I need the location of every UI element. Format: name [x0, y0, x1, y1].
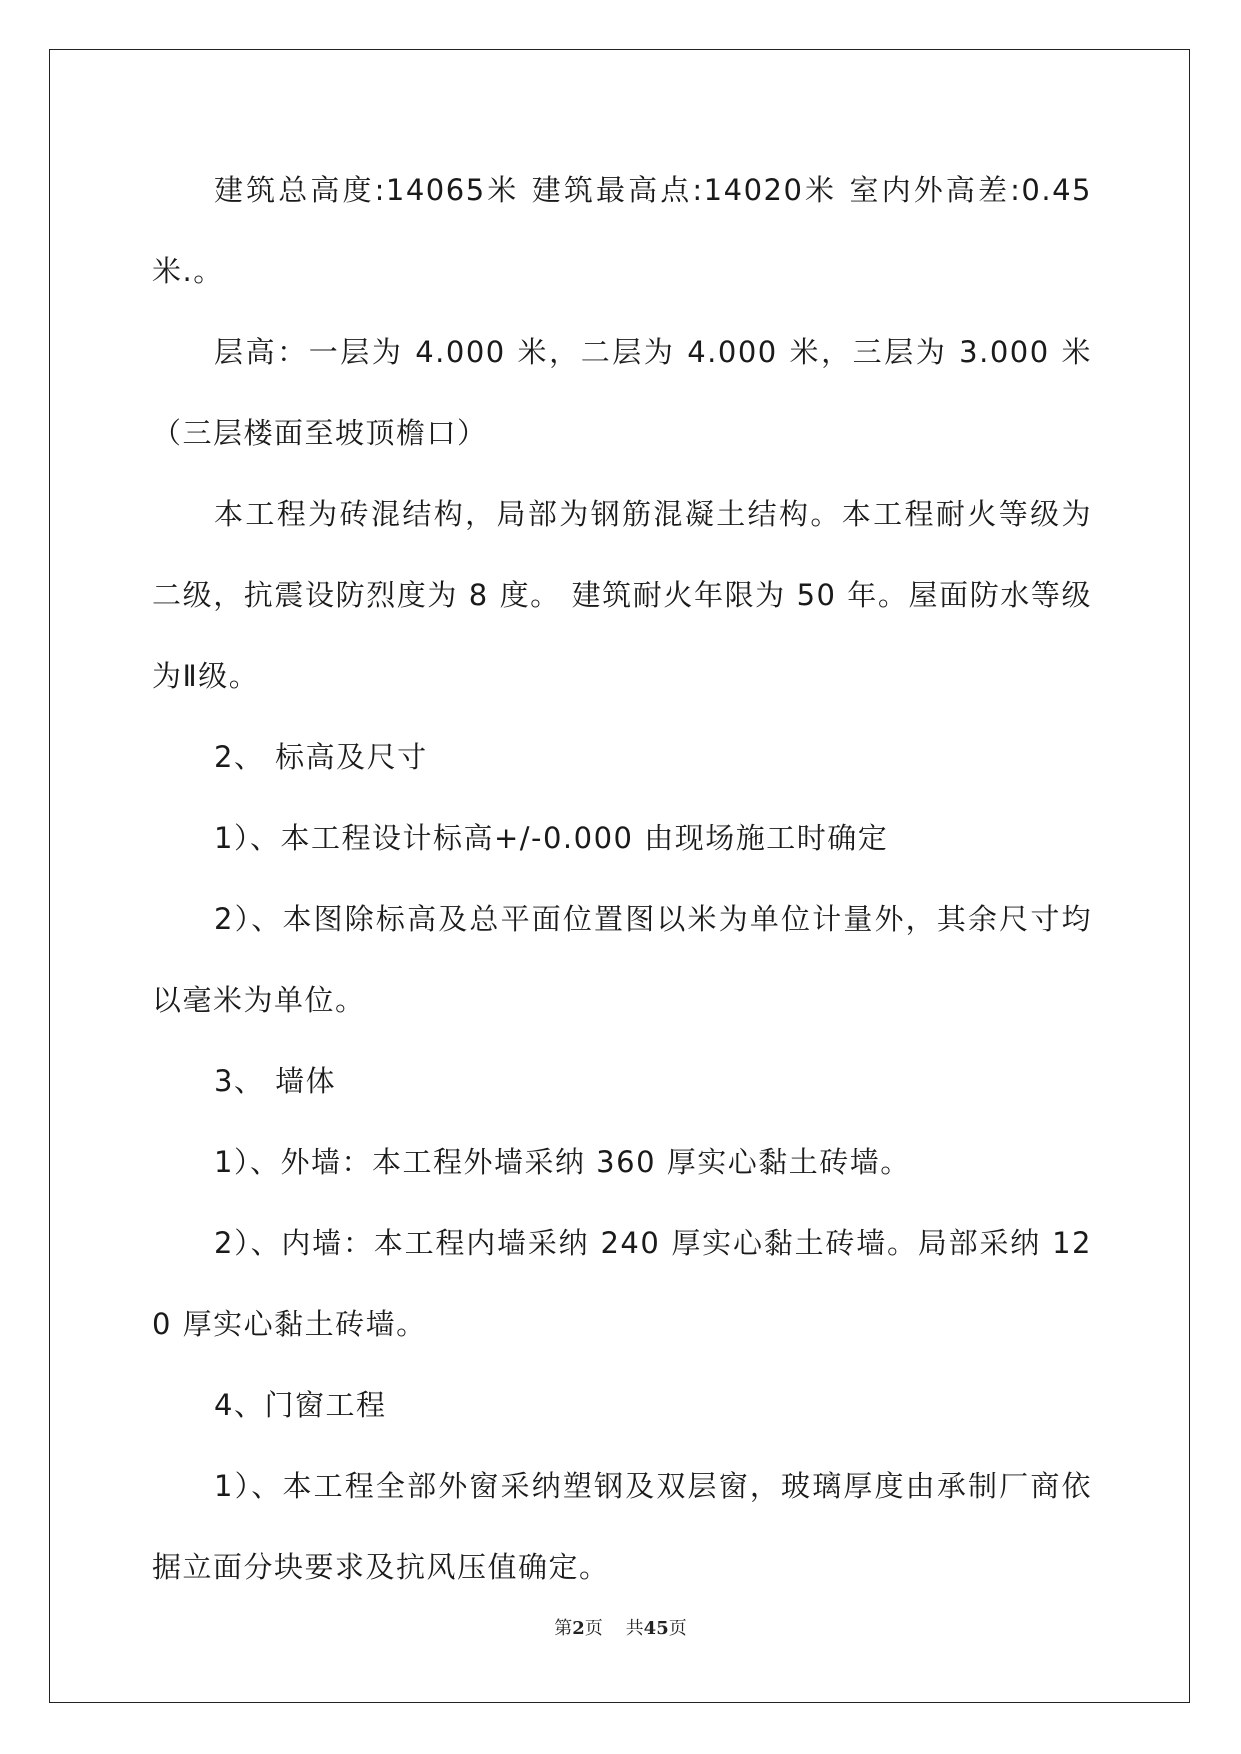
total-pages: 45	[643, 1618, 669, 1639]
paragraph-structure: 本工程为砖混结构，局部为钢筋混凝土结构。本工程耐火等级为二级，抗震设防烈度为 8 度。 建筑耐火年限为 50 年。屋面防水等级为Ⅱ级。	[152, 497, 1092, 693]
page-footer	[0, 1614, 1241, 1640]
total-pages-suffix: 页	[668, 1618, 687, 1639]
document-body	[152, 150, 1092, 1608]
page-number-suffix: 页	[584, 1618, 603, 1639]
list-item-elevation-datum: 1）、本工程设计标高+/-0.000 由现场施工时确定	[214, 821, 889, 855]
list-item-interior-wall: 2）、内墙：本工程内墙采纳 240 厚实心黏土砖墙。局部采纳 120 厚实心黏土砖墙。	[152, 1226, 1092, 1341]
total-pages-prefix: 共	[625, 1618, 644, 1639]
section-heading-elevation: 2、 标高及尺寸	[214, 740, 428, 774]
list-item-exterior-windows: 1）、本工程全部外窗采纳塑钢及双层窗，玻璃厚度由承制厂商依据立面分块要求及抗风压值确定。	[152, 1469, 1092, 1584]
section-heading-walls: 3、 墙体	[214, 1064, 337, 1098]
page-number: 2	[572, 1618, 585, 1639]
paragraph-building-height: 建筑总高度:14065米 建筑最高点:14020米 室内外高差:0.45米.。	[152, 173, 1092, 288]
page-number-prefix: 第	[554, 1618, 573, 1639]
paragraph-floor-height: 层高：一层为 4.000 米，二层为 4.000 米，三层为 3.000 米（三层楼面至坡顶檐口）	[152, 335, 1092, 450]
list-item-exterior-wall: 1）、外墙：本工程外墙采纳 360 厚实心黏土砖墙。	[214, 1145, 911, 1179]
section-heading-doors-windows: 4、门窗工程	[214, 1388, 387, 1422]
list-item-units: 2）、本图除标高及总平面位置图以米为单位计量外，其余尺寸均以毫米为单位。	[152, 902, 1092, 1017]
